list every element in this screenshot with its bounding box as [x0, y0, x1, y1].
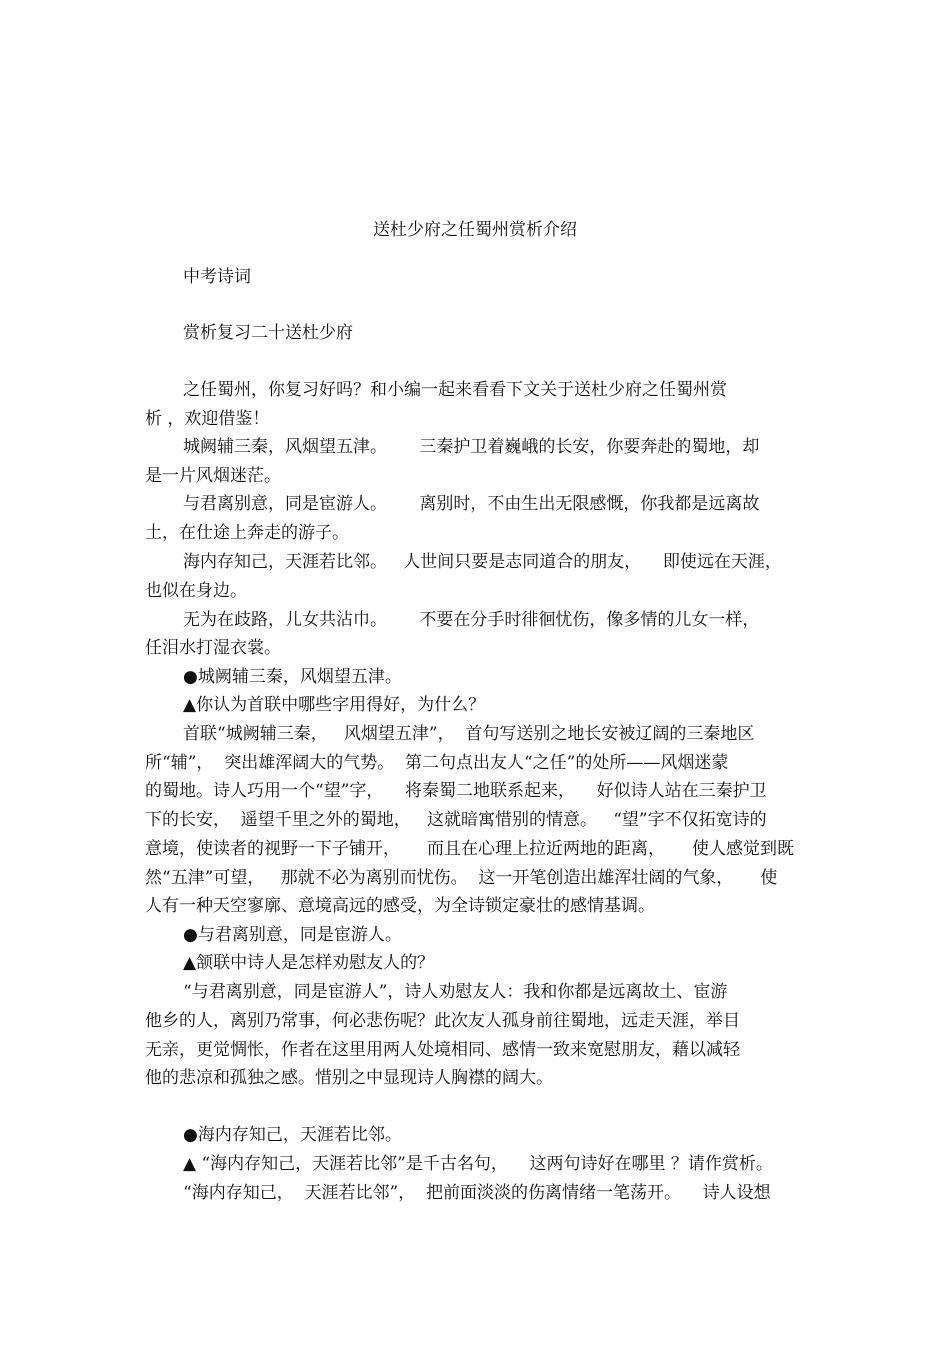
text-line: 意境，使读者的视野一下子铺开， 而且在心理上拉近两地的距离， 使人感觉到既: [145, 839, 795, 859]
text-line: “与君离别意，同是宦游人”，诗人劝慰友人：我和你都是远离故土、宦游: [183, 982, 728, 1002]
text-line: 析 ，欢迎借鉴！: [145, 409, 270, 429]
text-line: 他的悲凉和孤独之感。惜别之中显现诗人胸襟的阔大。: [145, 1068, 553, 1088]
text-line: 所“辅”， 突出雄浑阔大的气势。 第二句点出友人“之任”的处所——风烟迷蒙: [145, 753, 729, 773]
text-line: 无亲，更觉惆怅，作者在这里用两人处境相同、感情一致来宽慰朋友，藉以减轻: [145, 1040, 740, 1060]
text-line: “海内存知己， 天涯若比邻”， 把前面淡淡的伤离情绪一笔荡开。 诗人设想: [183, 1183, 771, 1203]
text-line: 任泪水打湿衣裳。: [145, 638, 281, 658]
text-line: ●与君离别意，同是宦游人。: [183, 925, 402, 945]
text-line: 然“五津”可望， 那就不必为离别而忧伤。 这一开笔创造出雄浑壮阔的气象， 使: [145, 868, 778, 888]
text-line: 的蜀地。诗人巧用一个“望”字， 将秦蜀二地联系起来， 好似诗人站在三秦护卫: [145, 781, 767, 801]
text-line: ▲颔联中诗人是怎样劝慰友人的？: [183, 953, 435, 973]
document-title: 送杜少府之任蜀州赏析介绍: [373, 220, 577, 240]
text-line: 也似在身边。: [145, 581, 247, 601]
text-line: 是一片风烟迷茫。: [145, 466, 281, 486]
text-line: 首联“城阙辅三秦， 风烟望五津”， 首句写送别之地长安被辽阔的三秦地区: [183, 724, 755, 744]
text-line: 赏析复习二十送杜少府: [183, 323, 353, 343]
text-line: 之任蜀州，你复习好吗？和小编一起来看看下文关于送杜少府之任蜀州赏: [183, 380, 727, 400]
text-line: 与君离别意，同是宦游人。 离别时，不由生出无限感慨，你我都是远离故: [183, 494, 760, 514]
text-line: 中考诗词: [183, 267, 251, 287]
text-line: 下的长安， 遥望千里之外的蜀地， 这就暗寓惜别的情意。 “望”字不仅拓宽诗的: [145, 810, 767, 830]
text-line: 他乡的人，离别乃常事，何必悲伤呢？此次友人孤身前往蜀地，远走天涯，举目: [145, 1011, 740, 1031]
text-line: 城阙辅三秦，风烟望五津。 三秦护卫着巍峨的长安，你要奔赴的蜀地，却: [183, 437, 760, 457]
text-line: 土，在仕途上奔走的游子。: [145, 523, 349, 543]
text-line: ▲ “海内存知己，天涯若比邻”是千古名句， 这两句诗好在哪里 ？请作赏析。: [183, 1154, 773, 1174]
text-line: 无为在歧路，儿女共沾巾。 不要在分手时徘徊忧伤，像多情的儿女一样，: [183, 610, 760, 630]
text-line: ●海内存知己，天涯若比邻。: [183, 1125, 402, 1145]
text-line: ●城阙辅三秦，风烟望五津。: [183, 667, 402, 687]
text-line: 海内存知己，天涯若比邻。 人世间只要是志同道合的朋友， 即使远在天涯，: [183, 552, 782, 572]
text-line: ▲你认为首联中哪些字用得好，为什么？: [183, 695, 486, 715]
text-line: 人有一种天空寥廓、意境高远的感受，为全诗锁定豪壮的感情基调。: [145, 896, 655, 916]
